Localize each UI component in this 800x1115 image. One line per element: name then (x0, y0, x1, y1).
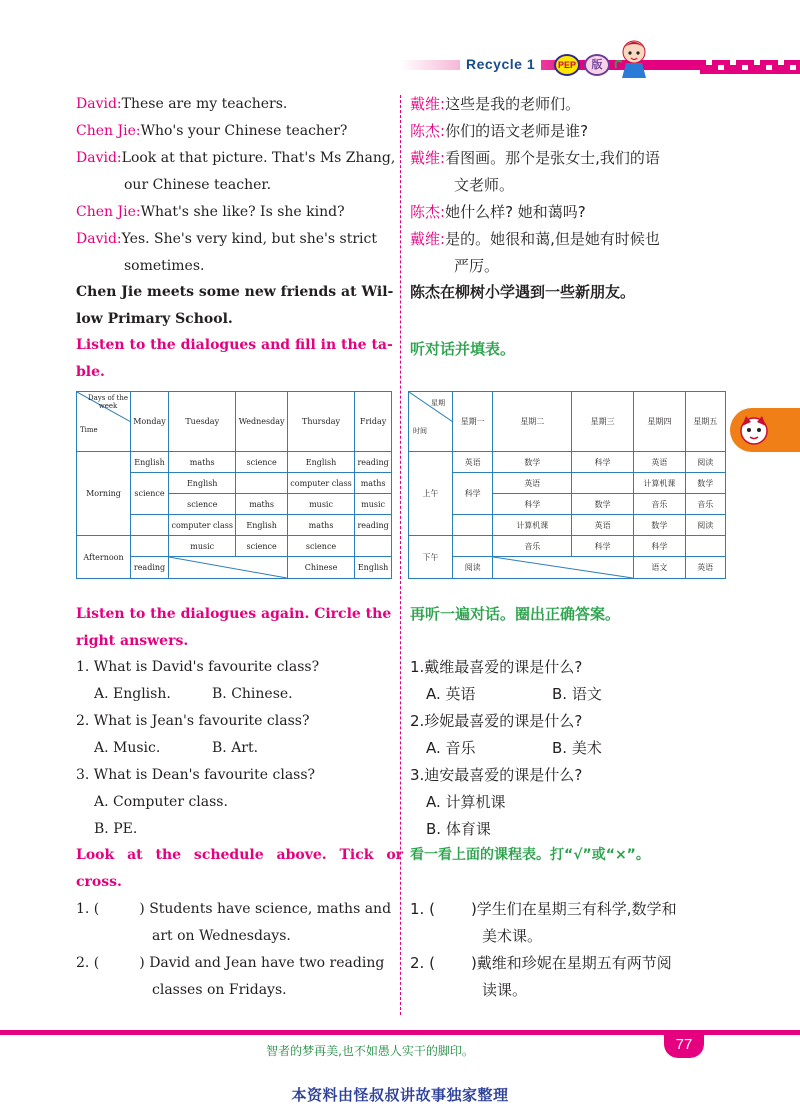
side-tab (730, 408, 800, 452)
table-cell: music (287, 494, 354, 515)
table-cell: 英语 (685, 557, 725, 579)
table-cell: reading (355, 452, 392, 473)
table-cell: 音乐 (493, 536, 572, 557)
table-cell: 数学 (572, 494, 634, 515)
answer-option[interactable]: A. 计算机课 (426, 793, 506, 811)
table-cell: science (236, 452, 287, 473)
tick-item: 2. ( ) David and Jean have two reading (76, 955, 385, 971)
table-cell: English (131, 452, 169, 473)
task-heading: Look at the schedule above. Tick or (76, 847, 404, 863)
task-heading: Listen to the dialogues and fill in the ta- (76, 337, 393, 353)
dialog-line: David:Look at that picture. That's Ms Zhang, (76, 150, 396, 166)
table-cell: music (355, 494, 392, 515)
table-cell (685, 536, 725, 557)
cross-line-icon (169, 557, 287, 578)
day-header: 星期五 (685, 392, 725, 452)
day-header: 星期四 (634, 392, 686, 452)
dialog-line: Chen Jie:What's she like? Is she kind? (76, 204, 345, 220)
table-cell: science (131, 473, 169, 515)
cartoon-face-icon (738, 414, 770, 446)
table-cell: music (169, 536, 236, 557)
table-cell: 音乐 (685, 494, 725, 515)
cross-line-icon (493, 557, 633, 578)
table-cell: 语文 (634, 557, 686, 579)
table-cell: maths (355, 473, 392, 494)
table-cell: 计算机课 (634, 473, 686, 494)
task-heading: right answers. (76, 633, 189, 649)
dialog-line: 陈杰:她什么样? 她和蔼吗? (410, 203, 586, 221)
corner-time-label: 时间 (413, 427, 427, 435)
source-note: 本资料由怪叔叔讲故事独家整理 (291, 1086, 509, 1104)
table-cell: 科学 (572, 536, 634, 557)
tick-item-cont: 读课。 (482, 981, 528, 999)
task-heading: 听对话并填表。 (410, 340, 516, 358)
table-cell: science (236, 536, 287, 557)
table-cell: 数学 (493, 452, 572, 473)
answer-option[interactable]: B. 语文 (552, 685, 602, 703)
table-cell: 英语 (453, 452, 493, 473)
table-cell: 科学 (493, 494, 572, 515)
answer-option[interactable]: B. Art. (212, 740, 259, 756)
answer-option[interactable]: B. 体育课 (426, 820, 491, 838)
table-cell: English (169, 473, 236, 494)
table-cell: science (169, 494, 236, 515)
schedule-table-english (76, 391, 392, 579)
tick-item: 2. ( )戴维和珍妮在星期五有两节阅 (410, 954, 672, 972)
dialog-line-cont: sometimes. (124, 258, 205, 274)
narration: 陈杰在柳树小学遇到一些新朋友。 (410, 283, 636, 301)
dialog-line: David:Yes. She's very kind, but she's strict (76, 231, 377, 247)
table-cell: 英语 (634, 452, 686, 473)
question: 2. What is Jean's favourite class? (76, 713, 310, 729)
answer-option[interactable]: A. Music. (94, 740, 161, 756)
task-heading: 看一看上面的课程表。打“√”或“×”。 (410, 847, 650, 863)
table-cell: 英语 (493, 473, 572, 494)
answer-option[interactable]: A. English. (94, 686, 171, 702)
table-cell (355, 536, 392, 557)
checker-pattern-icon (700, 60, 800, 74)
column-divider (400, 95, 401, 1015)
question: 1.戴维最喜爱的课是什么? (410, 658, 583, 676)
dialog-line: Chen Jie:Who's your Chinese teacher? (76, 123, 348, 139)
table-cell: 计算机课 (493, 515, 572, 536)
schedule-table-chinese (408, 391, 726, 579)
section-title: Recycle 1 (460, 56, 541, 72)
day-header: Thursday (287, 392, 354, 452)
footer-motto: 智者的梦再美,也不如愚人实干的脚印。 (266, 1044, 474, 1058)
tick-item-cont: 美术课。 (482, 927, 543, 945)
mascot-girl-icon (612, 38, 658, 80)
answer-option[interactable]: A. Computer class. (94, 794, 228, 810)
task-heading: ble. (76, 364, 105, 380)
table-cell: computer class (287, 473, 354, 494)
table-cell: Chinese (287, 557, 354, 579)
table-corner (409, 392, 453, 452)
table-cell: 数学 (685, 473, 725, 494)
edition-badge: 版 (584, 54, 610, 76)
task-heading: 再听一遍对话。圈出正确答案。 (410, 605, 621, 623)
morning-label: Morning (77, 452, 131, 536)
dialog-line: 戴维:看图画。那个是张女士,我们的语 (410, 149, 660, 167)
table-cell: science (287, 536, 354, 557)
table-cell (131, 536, 169, 557)
table-cell: 英语 (572, 515, 634, 536)
table-cell (572, 473, 634, 494)
table-cell (453, 536, 493, 557)
question: 3. What is Dean's favourite class? (76, 767, 316, 783)
task-heading: cross. (76, 874, 122, 890)
table-cell: maths (236, 494, 287, 515)
day-header: 星期二 (493, 392, 572, 452)
crossed-cell (169, 557, 288, 579)
afternoon-label: Afternoon (77, 536, 131, 579)
corner-time-label: Time (80, 426, 98, 434)
table-cell (131, 515, 169, 536)
day-header: 星期一 (453, 392, 493, 452)
table-cell: English (355, 557, 392, 579)
answer-option[interactable]: A. 英语 (426, 685, 476, 703)
corner-days-label: 星期 (431, 399, 445, 407)
pep-badge: PEP (554, 54, 580, 76)
day-header: 星期三 (572, 392, 634, 452)
table-cell: 科学 (572, 452, 634, 473)
day-header: Friday (355, 392, 392, 452)
answer-option[interactable]: B. 美术 (552, 739, 602, 757)
question: 3.迪安最喜爱的课是什么? (410, 766, 583, 784)
table-cell: maths (169, 452, 236, 473)
dialog-line: 陈杰:你们的语文老师是谁? (410, 122, 589, 140)
dialog-line-cont: 严厉。 (454, 257, 500, 275)
dialog-line-cont: our Chinese teacher. (124, 177, 272, 193)
task-heading: Listen to the dialogues again. Circle the (76, 606, 392, 622)
table-cell: 科学 (634, 536, 686, 557)
answer-option[interactable]: B. PE. (94, 821, 138, 837)
table-cell: 阅读 (685, 515, 725, 536)
table-cell: 阅读 (453, 557, 493, 579)
tick-item: 1. ( )学生们在星期三有科学,数学和 (410, 900, 677, 918)
dialog-line-cont: 文老师。 (454, 176, 515, 194)
table-cell: 阅读 (685, 452, 725, 473)
narration: low Primary School. (76, 311, 233, 327)
table-cell: reading (355, 515, 392, 536)
dialog-line: David:These are my teachers. (76, 96, 288, 112)
table-cell: computer class (169, 515, 236, 536)
table-cell: English (287, 452, 354, 473)
day-header: Wednesday (236, 392, 287, 452)
tick-item-cont: art on Wednesdays. (152, 928, 291, 944)
answer-option[interactable]: A. 音乐 (426, 739, 476, 757)
table-cell: 音乐 (634, 494, 686, 515)
crossed-cell (493, 557, 634, 579)
table-cell (453, 515, 493, 536)
page-header (0, 38, 800, 84)
table-cell: 数学 (634, 515, 686, 536)
day-header: Tuesday (169, 392, 236, 452)
table-cell: maths (287, 515, 354, 536)
dialog-line: 戴维:是的。她很和蔼,但是她有时候也 (410, 230, 660, 248)
question: 1. What is David's favourite class? (76, 659, 320, 675)
dialog-line: 戴维:这些是我的老师们。 (410, 95, 581, 113)
table-cell: reading (131, 557, 169, 579)
table-cell: 科学 (453, 473, 493, 515)
day-header: Monday (131, 392, 169, 452)
table-cell: English (236, 515, 287, 536)
afternoon-label: 下午 (409, 536, 453, 579)
tick-item: 1. ( ) Students have science, maths and (76, 901, 392, 917)
page-number: 77 (664, 1030, 704, 1058)
table-corner (77, 392, 131, 452)
question: 2.珍妮最喜爱的课是什么? (410, 712, 583, 730)
table-cell (236, 473, 287, 494)
morning-label: 上午 (409, 452, 453, 536)
corner-days-label: Days of the week (87, 394, 129, 410)
answer-option[interactable]: B. Chinese. (212, 686, 293, 702)
narration: Chen Jie meets some new friends at Wil- (76, 284, 394, 300)
tick-item-cont: classes on Fridays. (152, 982, 287, 998)
